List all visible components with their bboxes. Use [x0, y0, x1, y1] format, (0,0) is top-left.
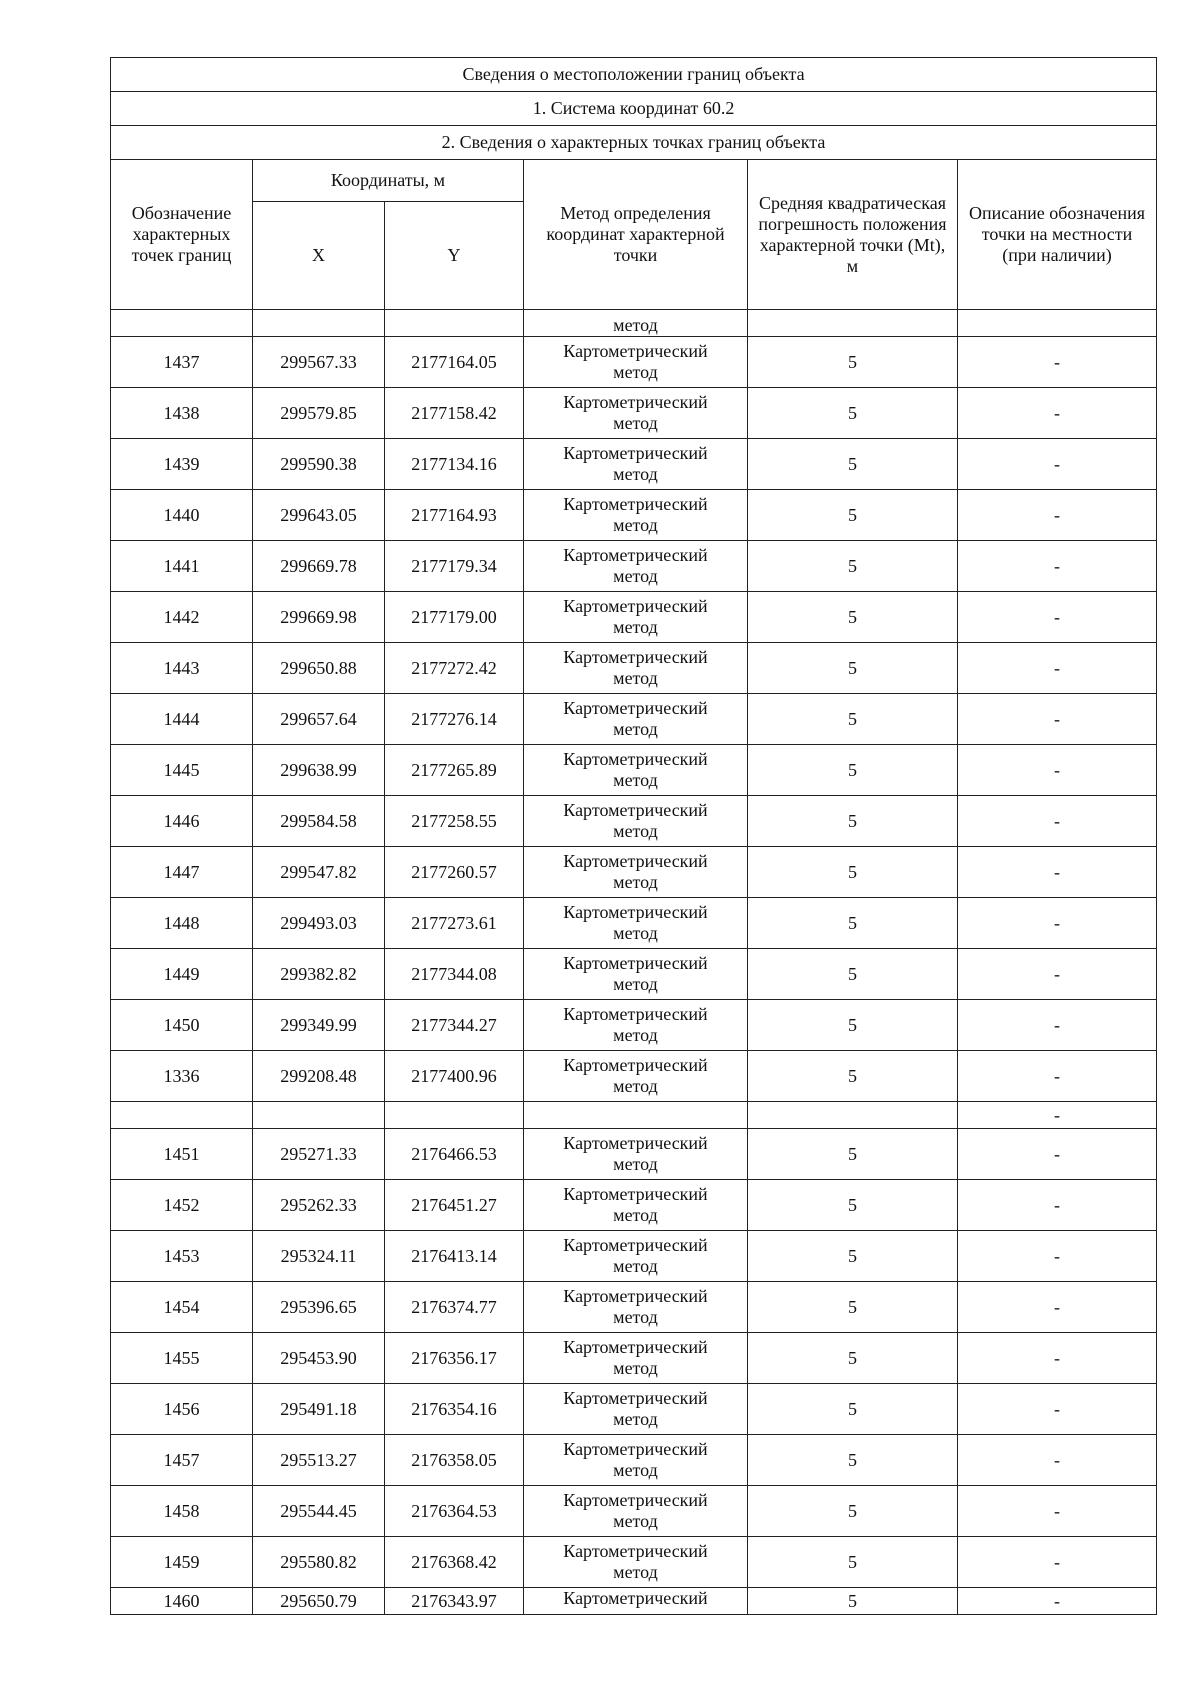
method-line-2: метод [613, 464, 658, 484]
method-line-2: метод [613, 1154, 658, 1174]
cell-method [524, 1384, 748, 1435]
cell-method [524, 439, 748, 490]
cell-x: 299650.88 [253, 643, 385, 694]
cell-x: 295262.33 [253, 1180, 385, 1231]
cell-x: 299590.38 [253, 439, 385, 490]
method-line-2: метод [613, 413, 658, 433]
cell-description: - [958, 388, 1157, 439]
cell-description: - [958, 898, 1157, 949]
method-line-2: метод [613, 1460, 658, 1480]
cell-point: 1444 [111, 694, 253, 745]
cell-x: 299547.82 [253, 847, 385, 898]
cell-y: 2177344.08 [385, 949, 524, 1000]
method-line-1: Картометрический [563, 1490, 708, 1510]
cell-x: 295544.45 [253, 1486, 385, 1537]
cell-point: 1336 [111, 1051, 253, 1102]
method-line-2: метод [613, 1076, 658, 1096]
cell-y: 2176354.16 [385, 1384, 524, 1435]
cell-description: - [958, 490, 1157, 541]
method-line-2: метод [613, 362, 658, 382]
cell-error: 5 [748, 847, 958, 898]
table-row [111, 1435, 1157, 1486]
table-row [111, 745, 1157, 796]
cell-error: 5 [748, 1000, 958, 1051]
cell-point: 1446 [111, 796, 253, 847]
cell-description: - [958, 949, 1157, 1000]
cell-method [524, 388, 748, 439]
method-line-2: метод [613, 719, 658, 739]
cell-point: 1443 [111, 643, 253, 694]
table-row [111, 1486, 1157, 1537]
cell-x: 295491.18 [253, 1384, 385, 1435]
cell-description: - [958, 592, 1157, 643]
method-line-2: метод [613, 566, 658, 586]
cell-point: 1450 [111, 1000, 253, 1051]
table-row [111, 1129, 1157, 1180]
cell-y: 2177260.57 [385, 847, 524, 898]
coordinate-system: 1. Система координат 60.2 [111, 92, 1157, 126]
cell-error: 5 [748, 1486, 958, 1537]
cell-error: 5 [748, 337, 958, 388]
cell-method [524, 1435, 748, 1486]
cell-description: - [958, 1333, 1157, 1384]
method-line-2: метод [613, 617, 658, 637]
cell-point: 1455 [111, 1333, 253, 1384]
cell-x: 299657.64 [253, 694, 385, 745]
method-line-1: Картометрический [563, 545, 708, 565]
cell-method [524, 1537, 748, 1588]
cell-point: 1447 [111, 847, 253, 898]
table-row-last [111, 1588, 1157, 1615]
table-body [111, 310, 1157, 1615]
cell-y: 2177273.61 [385, 898, 524, 949]
method-line-1: Картометрический [563, 1541, 708, 1561]
table-row [111, 796, 1157, 847]
cell-x: 295324.11 [253, 1231, 385, 1282]
method-line-1: Картометрический [563, 1388, 708, 1408]
cell-description: - [958, 694, 1157, 745]
cell-method [524, 1282, 748, 1333]
cell-description: - [958, 1231, 1157, 1282]
cell-error: 5 [748, 745, 958, 796]
cell-point: 1442 [111, 592, 253, 643]
cell-error: 5 [748, 439, 958, 490]
cell-x: 299669.78 [253, 541, 385, 592]
cell-description: - [958, 1000, 1157, 1051]
method-line-1: Картометрический [563, 1184, 708, 1204]
method-line-1: Картометрический [563, 698, 708, 718]
cell-y: 2176358.05 [385, 1435, 524, 1486]
cell-error: 5 [748, 1588, 958, 1615]
cell-error: 5 [748, 592, 958, 643]
header-coordinates: Координаты, м [253, 160, 524, 202]
cell-error: 5 [748, 1537, 958, 1588]
cell-point: 1441 [111, 541, 253, 592]
cell-x: 295453.90 [253, 1333, 385, 1384]
method-line-2: метод [613, 821, 658, 841]
cell-y: 2177258.55 [385, 796, 524, 847]
cell-description: - [958, 1537, 1157, 1588]
header-point: Обозначение характерных точек границ [111, 160, 253, 310]
header-error: Средняя квадратическая погрешность положения характерной точки (Mt), м [748, 160, 958, 310]
cell-error: 5 [748, 1282, 958, 1333]
cell-point: 1459 [111, 1537, 253, 1588]
method-line-1: Картометрический [563, 800, 708, 820]
method-line-2: метод [613, 770, 658, 790]
header-description: Описание обозначения точки на местности (при наличии) [958, 160, 1157, 310]
method-line-1: Картометрический [563, 443, 708, 463]
cell-y: 2176451.27 [385, 1180, 524, 1231]
cell-x: 299584.58 [253, 796, 385, 847]
method-line-1: Картометрический [563, 902, 708, 922]
cell-method [524, 949, 748, 1000]
header-method: Метод определения координат характерной точки [524, 160, 748, 310]
table-row [111, 694, 1157, 745]
cell-y: 2177344.27 [385, 1000, 524, 1051]
cell-point: 1437 [111, 337, 253, 388]
table-row [111, 1384, 1157, 1435]
method-line-2: метод [613, 872, 658, 892]
method-line-2: метод [613, 923, 658, 943]
cell-x: 299638.99 [253, 745, 385, 796]
method-line-1: Картометрический [563, 851, 708, 871]
cell-y: 2176466.53 [385, 1129, 524, 1180]
cell-error: 5 [748, 898, 958, 949]
cell-y: 2177265.89 [385, 745, 524, 796]
cell-point: 1440 [111, 490, 253, 541]
table-row [111, 541, 1157, 592]
cell-x: 299493.03 [253, 898, 385, 949]
cell-method [524, 898, 748, 949]
table-row [111, 1051, 1157, 1102]
cell-error: 5 [748, 1129, 958, 1180]
cell-method [524, 1000, 748, 1051]
header-y: Y [385, 202, 524, 310]
cell-y: 2176343.97 [385, 1588, 524, 1615]
cell-method [524, 796, 748, 847]
cell-point: 1460 [111, 1588, 253, 1615]
cell-error: 5 [748, 1384, 958, 1435]
cell-point: 1453 [111, 1231, 253, 1282]
table-row [111, 1333, 1157, 1384]
method-line-1: Картометрический [563, 647, 708, 667]
table-row [111, 439, 1157, 490]
cell-y: 2177179.34 [385, 541, 524, 592]
cell-method: Картометрический [524, 1588, 748, 1615]
method-line-2: метод [613, 515, 658, 535]
table-row [111, 898, 1157, 949]
cell-description: - [958, 1051, 1157, 1102]
cell-error: 5 [748, 694, 958, 745]
cell-description: - [958, 847, 1157, 898]
method-line-1: Картометрический [563, 1055, 708, 1075]
table-row [111, 388, 1157, 439]
table-row [111, 1282, 1157, 1333]
method-line-2: метод [613, 1025, 658, 1045]
method-line-1: Картометрический [563, 1337, 708, 1357]
cell-method [524, 643, 748, 694]
cell-point: 1452 [111, 1180, 253, 1231]
cell-description: - [958, 1129, 1157, 1180]
cell-error: 5 [748, 643, 958, 694]
method-line-1: Картометрический [563, 1235, 708, 1255]
cell-error: 5 [748, 1333, 958, 1384]
gap-description: - [958, 1102, 1157, 1129]
cell-method [524, 1129, 748, 1180]
cell-x: 295271.33 [253, 1129, 385, 1180]
method-line-1: Картометрический [563, 1133, 708, 1153]
cell-error: 5 [748, 1435, 958, 1486]
cell-error: 5 [748, 949, 958, 1000]
cell-method [524, 541, 748, 592]
cell-point: 1451 [111, 1129, 253, 1180]
cell-point: 1458 [111, 1486, 253, 1537]
cell-method [524, 1231, 748, 1282]
cell-point: 1454 [111, 1282, 253, 1333]
cell-point: 1457 [111, 1435, 253, 1486]
cell-y: 2177164.93 [385, 490, 524, 541]
cell-y: 2177272.42 [385, 643, 524, 694]
cell-y: 2177276.14 [385, 694, 524, 745]
cell-method [524, 1051, 748, 1102]
method-line-1: Картометрический [563, 749, 708, 769]
cell-y: 2177158.42 [385, 388, 524, 439]
cell-description: - [958, 337, 1157, 388]
table-title: Сведения о местоположении границ объекта [111, 58, 1157, 92]
method-line-1: Картометрический [563, 1286, 708, 1306]
cell-method [524, 694, 748, 745]
method-line-2: метод [613, 1562, 658, 1582]
method-line-2: метод [613, 1205, 658, 1225]
method-line-2: метод [613, 1409, 658, 1429]
method-line-2: метод [613, 1358, 658, 1378]
cell-x: 295580.82 [253, 1537, 385, 1588]
cell-description: - [958, 439, 1157, 490]
method-line-1: Картометрический [563, 494, 708, 514]
cell-point: 1448 [111, 898, 253, 949]
table-row [111, 490, 1157, 541]
table-row [111, 1537, 1157, 1588]
table-row [111, 337, 1157, 388]
cell-description: - [958, 643, 1157, 694]
cell-x: 299579.85 [253, 388, 385, 439]
cell-error: 5 [748, 490, 958, 541]
cell-method [524, 1333, 748, 1384]
method-line-2: метод [613, 668, 658, 688]
cell-y: 2176364.53 [385, 1486, 524, 1537]
boundary-points-table [110, 57, 1157, 1615]
method-line-1: Картометрический [563, 1004, 708, 1024]
cell-method [524, 592, 748, 643]
table-row [111, 1000, 1157, 1051]
cell-description: - [958, 1486, 1157, 1537]
cell-method [524, 1486, 748, 1537]
method-line-1: Картометрический [563, 1439, 708, 1459]
cell-error: 5 [748, 1231, 958, 1282]
cell-y: 2176413.14 [385, 1231, 524, 1282]
cell-x: 295396.65 [253, 1282, 385, 1333]
cell-y: 2177400.96 [385, 1051, 524, 1102]
cell-x: 299643.05 [253, 490, 385, 541]
cell-x: 299567.33 [253, 337, 385, 388]
cell-point: 1445 [111, 745, 253, 796]
method-line-1: Картометрический [563, 596, 708, 616]
method-line-2: метод [613, 1307, 658, 1327]
cell-description: - [958, 796, 1157, 847]
cell-y: 2176356.17 [385, 1333, 524, 1384]
cell-description: - [958, 1588, 1157, 1615]
cell-description: - [958, 1282, 1157, 1333]
cell-method [524, 490, 748, 541]
cell-description: - [958, 1435, 1157, 1486]
cell-error: 5 [748, 1051, 958, 1102]
cell-y: 2176368.42 [385, 1537, 524, 1588]
cell-description: - [958, 745, 1157, 796]
cell-method [524, 745, 748, 796]
cell-description: - [958, 541, 1157, 592]
cell-y: 2177164.05 [385, 337, 524, 388]
cell-x: 299349.99 [253, 1000, 385, 1051]
cell-error: 5 [748, 1180, 958, 1231]
cell-description: - [958, 1180, 1157, 1231]
cell-x: 295513.27 [253, 1435, 385, 1486]
cell-error: 5 [748, 796, 958, 847]
method-line-2: метод [613, 1256, 658, 1276]
method-line-1: Картометрический [563, 341, 708, 361]
cell-y: 2176374.77 [385, 1282, 524, 1333]
header-x: X [253, 202, 385, 310]
method-line-1: Картометрический [563, 392, 708, 412]
cell-method [524, 337, 748, 388]
section-title: 2. Сведения о характерных точках границ объекта [111, 126, 1157, 160]
cell-description: - [958, 1384, 1157, 1435]
method-line-2: метод [613, 974, 658, 994]
table-row [111, 1231, 1157, 1282]
cell-x: 299669.98 [253, 592, 385, 643]
method-line-1: Картометрический [563, 953, 708, 973]
table-row [111, 1180, 1157, 1231]
cell-error: 5 [748, 541, 958, 592]
cell-x: 295650.79 [253, 1588, 385, 1615]
cell-method [524, 1180, 748, 1231]
table-row [111, 847, 1157, 898]
cell-x: 299208.48 [253, 1051, 385, 1102]
table-row [111, 949, 1157, 1000]
cell-point: 1449 [111, 949, 253, 1000]
cell-y: 2177134.16 [385, 439, 524, 490]
table-row [111, 643, 1157, 694]
continuation-row [111, 310, 1157, 337]
method-line-2: метод [613, 1511, 658, 1531]
gap-row [111, 1102, 1157, 1129]
cell-method [524, 847, 748, 898]
cell-x: 299382.82 [253, 949, 385, 1000]
continuation-method: метод [524, 310, 748, 337]
cell-error: 5 [748, 388, 958, 439]
cell-y: 2177179.00 [385, 592, 524, 643]
cell-point: 1456 [111, 1384, 253, 1435]
table-row [111, 592, 1157, 643]
cell-point: 1439 [111, 439, 253, 490]
cell-point: 1438 [111, 388, 253, 439]
